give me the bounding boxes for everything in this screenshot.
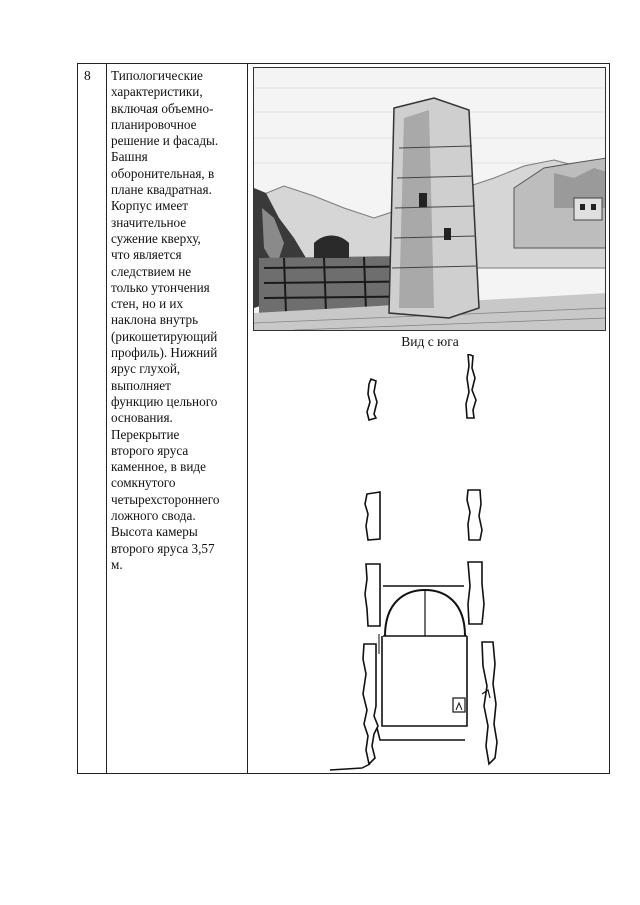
description-line: каменное, в виде bbox=[111, 459, 206, 475]
description-line: Башня bbox=[111, 149, 148, 165]
description-line: включая объемно- bbox=[111, 100, 214, 116]
description-line: выполняет bbox=[111, 377, 171, 393]
description-line: второго яруса bbox=[111, 442, 189, 458]
description-line: следствием не bbox=[111, 263, 192, 279]
photo-caption: Вид с юга bbox=[401, 334, 459, 349]
description-line: основания. bbox=[111, 410, 173, 426]
description-line: Корпус имеет bbox=[111, 198, 188, 214]
description-line: Перекрытие bbox=[111, 426, 180, 442]
description-line: значительное bbox=[111, 214, 187, 230]
description-line: м. bbox=[111, 556, 123, 572]
document-table bbox=[77, 63, 610, 774]
description-line: оборонительная, в bbox=[111, 165, 215, 181]
column-divider bbox=[106, 64, 107, 773]
description-line: функцию цельного bbox=[111, 393, 218, 409]
description-line: характеристики, bbox=[111, 84, 203, 100]
description-line: ярус глухой, bbox=[111, 361, 181, 377]
description-line: профиль). Нижний bbox=[111, 345, 218, 361]
description-line: второго яруса 3,57 bbox=[111, 540, 215, 556]
description-line: (рикошетирующий bbox=[111, 328, 218, 344]
description-line: ложного свода. bbox=[111, 508, 196, 524]
description-line: наклона внутрь bbox=[111, 312, 199, 328]
tower-section-drawing bbox=[250, 354, 610, 773]
description-text bbox=[111, 68, 243, 573]
column-divider bbox=[247, 64, 248, 773]
description-line: Типологические bbox=[111, 68, 203, 83]
description-line: решение и фасады. bbox=[111, 133, 219, 149]
description-line: четырехстороннего bbox=[111, 491, 220, 507]
description-line: только утончения bbox=[111, 279, 210, 295]
description-line: Высота камеры bbox=[111, 524, 198, 540]
tower-photo bbox=[253, 67, 606, 331]
description-line: стен, но и их bbox=[111, 296, 184, 312]
row-number: 8 bbox=[84, 68, 91, 83]
image-cell bbox=[250, 64, 610, 773]
description-line: плане квадратная. bbox=[111, 182, 212, 198]
description-line: планировочное bbox=[111, 116, 197, 132]
description-line: сужение кверху, bbox=[111, 230, 201, 246]
description-line: что является bbox=[111, 247, 182, 263]
description-line: сомкнутого bbox=[111, 475, 176, 491]
